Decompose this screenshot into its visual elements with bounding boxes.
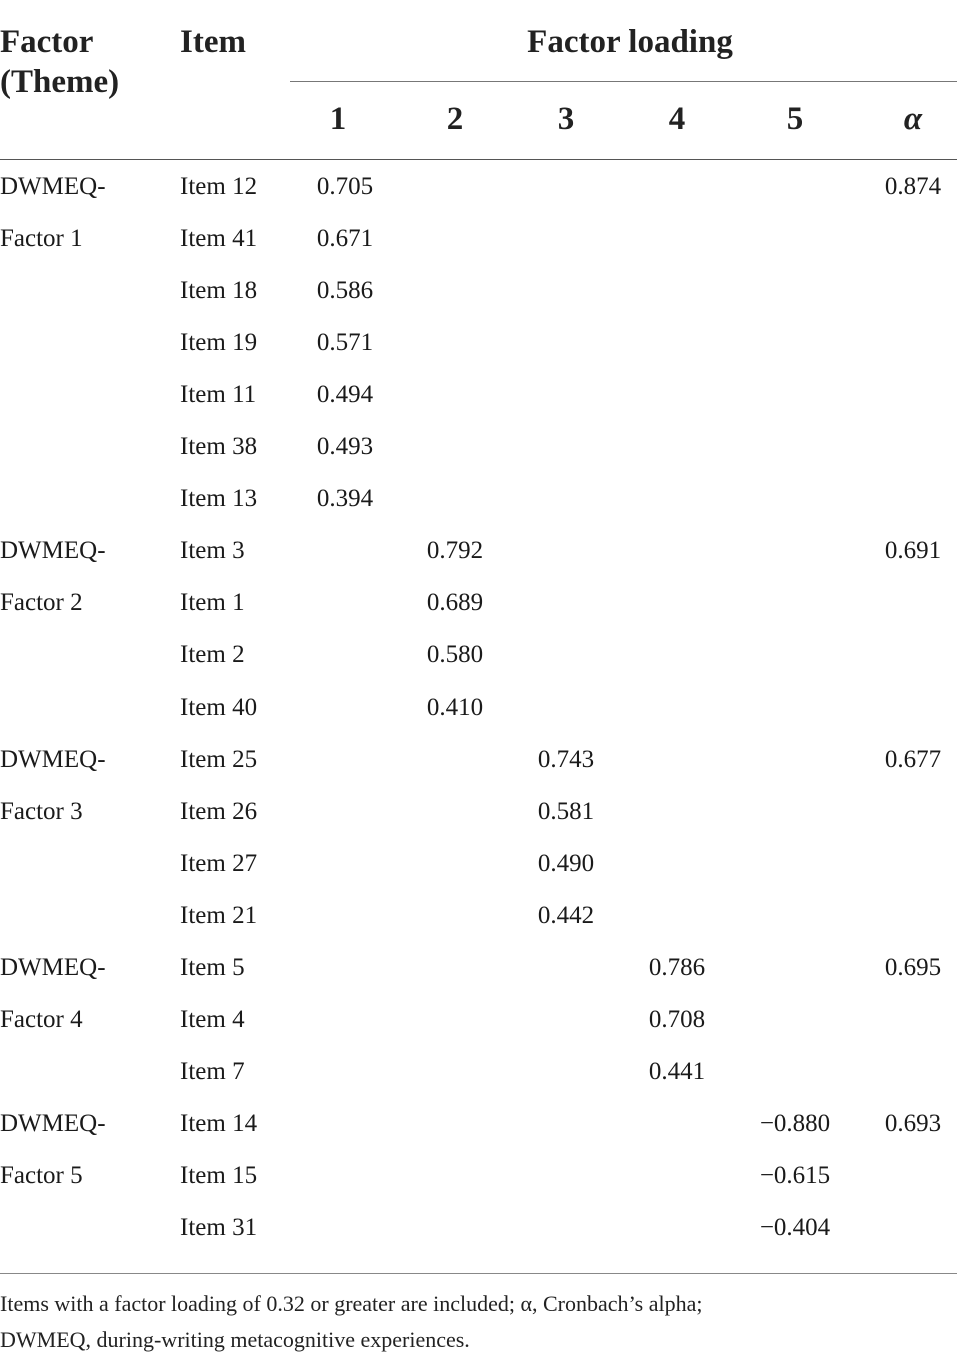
item-cell: Item 40	[180, 693, 258, 721]
loading-cell: −0.404	[759, 1214, 831, 1241]
item-cell: Item 31	[180, 1214, 258, 1241]
loading-cell: 0.493	[316, 433, 374, 461]
factor-header-line1: Factor	[0, 24, 94, 60]
item-cell: Item 7	[180, 1057, 245, 1085]
column-header-4: 4	[668, 101, 686, 137]
alpha-cell: 0.874	[884, 173, 942, 200]
table-row	[0, 629, 957, 681]
alpha-cell: 0.693	[884, 1109, 942, 1137]
factor-cell: DWMEQ-	[0, 173, 106, 200]
table-footnote	[0, 1286, 950, 1358]
table-row	[0, 838, 957, 890]
item-header: Item	[180, 24, 246, 60]
factor-cell: DWMEQ-	[0, 537, 106, 565]
table-row	[0, 317, 957, 369]
factor-cell: Factor 1	[0, 225, 83, 253]
footnote-line-2: DWMEQ, during-writing metacognitive experiences.	[0, 1327, 470, 1352]
column-header-1: 1	[329, 101, 347, 137]
factor-cell: DWMEQ-	[0, 953, 106, 981]
table-row	[0, 473, 957, 525]
item-cell: Item 5	[180, 953, 245, 981]
loading-cell: 0.671	[316, 225, 374, 253]
loading-cell: 0.586	[316, 277, 374, 305]
item-cell: Item 3	[180, 537, 245, 565]
item-cell: Item 1	[180, 589, 245, 617]
group-underline	[290, 81, 957, 82]
item-cell: Item 25	[180, 745, 258, 773]
factor-cell: Factor 2	[0, 589, 83, 617]
table-row	[0, 525, 957, 577]
item-cell: Item 18	[180, 277, 258, 305]
loading-cell: −0.615	[759, 1161, 831, 1189]
table-row	[0, 265, 957, 317]
table-row	[0, 369, 957, 421]
item-cell: Item 26	[180, 797, 258, 825]
item-cell: Item 21	[180, 901, 258, 929]
table-row	[0, 577, 957, 629]
item-cell: Item 15	[180, 1161, 258, 1189]
loading-cell: −0.880	[759, 1109, 831, 1137]
table-row	[0, 734, 957, 786]
loading-cell: 0.580	[426, 641, 484, 669]
loading-cell: 0.410	[426, 693, 484, 721]
factor-loading-header: Factor loading	[527, 24, 733, 60]
item-cell: Item 13	[180, 485, 258, 513]
item-cell: Item 12	[180, 173, 258, 200]
alpha-cell: 0.677	[884, 745, 942, 773]
loading-cell: 0.394	[316, 485, 374, 513]
loading-cell: 0.441	[648, 1057, 706, 1085]
loading-cell: 0.743	[537, 745, 595, 773]
item-cell: Item 11	[180, 381, 257, 409]
item-cell: Item 14	[180, 1109, 258, 1137]
column-header-3: 3	[557, 101, 575, 137]
table-row	[0, 890, 957, 942]
loading-cell: 0.705	[316, 173, 374, 200]
loading-cell: 0.571	[316, 329, 374, 357]
loading-cell: 0.490	[537, 849, 595, 877]
column-header-2: 2	[446, 101, 464, 137]
table-row	[0, 161, 957, 213]
factor-cell: Factor 3	[0, 797, 83, 825]
loading-cell: 0.708	[648, 1005, 706, 1033]
factor-theme-header	[0, 22, 119, 102]
column-header-5: 5	[786, 101, 804, 137]
loading-cell: 0.792	[426, 537, 484, 565]
loading-cell: 0.494	[316, 381, 374, 409]
table-row	[0, 994, 957, 1046]
factor-cell: DWMEQ-	[0, 745, 106, 773]
alpha-cell: 0.695	[884, 953, 942, 981]
table-row	[0, 1046, 957, 1098]
table-row	[0, 942, 957, 994]
loading-cell: 0.689	[426, 589, 484, 617]
item-cell: Item 19	[180, 329, 258, 357]
factor-cell: Factor 5	[0, 1161, 83, 1189]
table-row	[0, 1150, 957, 1202]
loading-cell: 0.786	[648, 953, 706, 981]
loading-cell: 0.581	[537, 797, 595, 825]
table-row	[0, 786, 957, 838]
factor-cell: DWMEQ-	[0, 1109, 106, 1137]
table-row	[0, 1098, 957, 1150]
factor-header-line2: (Theme)	[0, 64, 120, 100]
alpha-cell: 0.691	[884, 537, 942, 565]
factor-cell: Factor 4	[0, 1005, 83, 1033]
item-cell: Item 2	[180, 641, 245, 669]
footnote-line-1: Items with a factor loading of 0.32 or greater are included; α, Cronbach’s alpha;	[0, 1291, 703, 1316]
table-row	[0, 682, 957, 734]
loading-cell: 0.442	[537, 901, 595, 929]
item-cell: Item 27	[180, 849, 258, 877]
item-cell: Item 4	[180, 1005, 245, 1033]
item-cell: Item 41	[180, 225, 258, 253]
header-bottom-rule	[0, 159, 957, 160]
table-row	[0, 213, 957, 265]
item-cell: Item 38	[180, 433, 258, 461]
table-bottom-rule	[0, 1273, 957, 1274]
table-row	[0, 421, 957, 473]
column-header-alpha: α	[903, 101, 923, 137]
table-row	[0, 1202, 957, 1254]
